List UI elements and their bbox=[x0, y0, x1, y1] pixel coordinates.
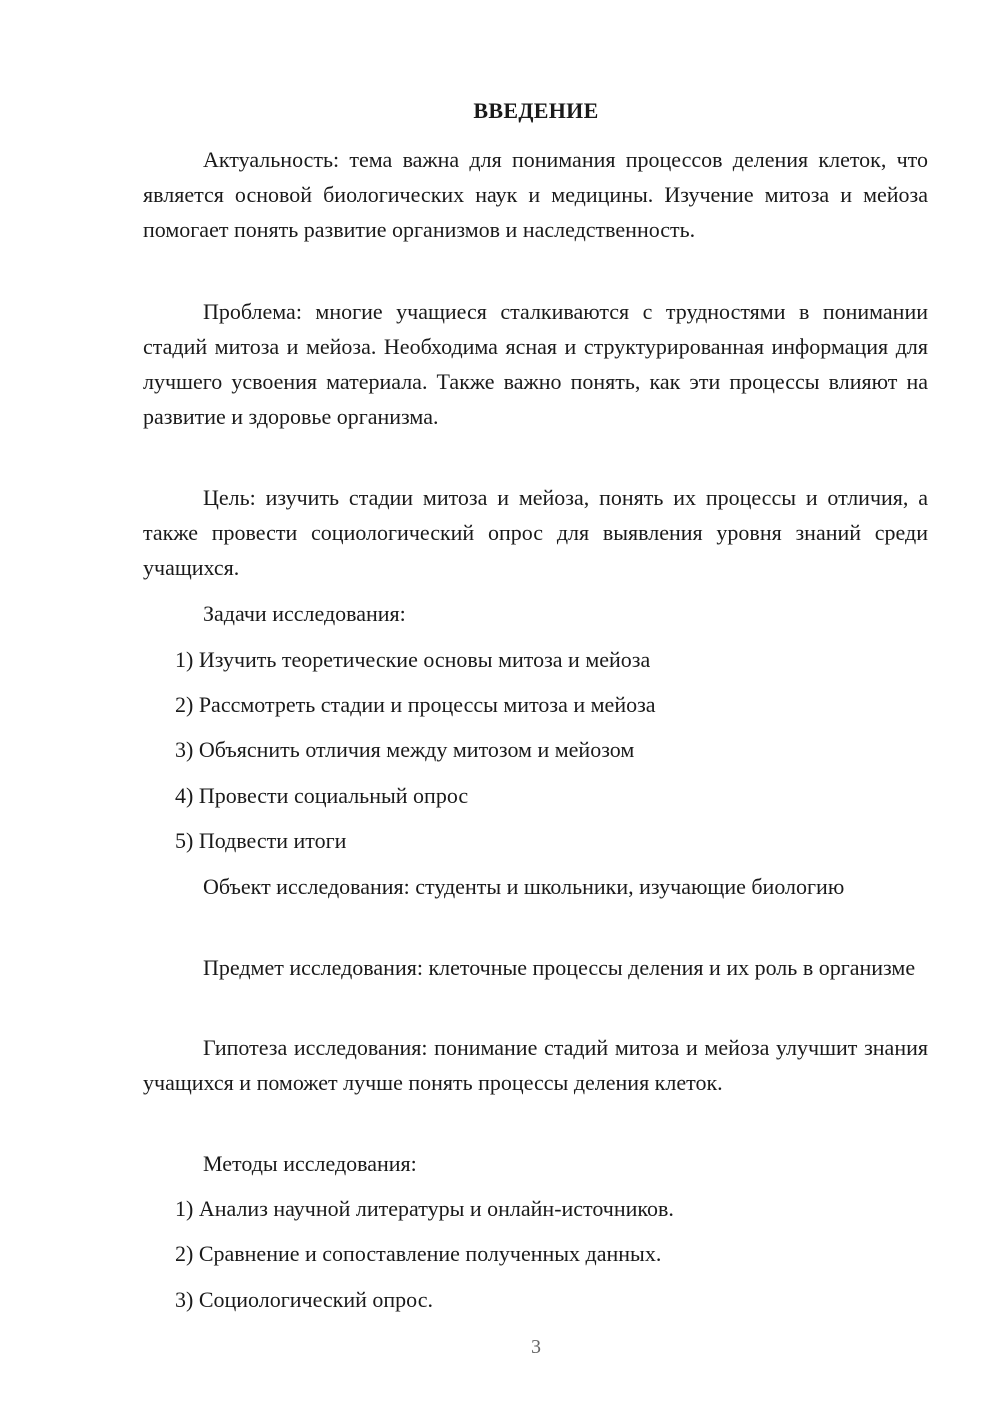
task-item: 1) Изучить теоретические основы митоза и мейоза bbox=[175, 647, 651, 672]
task-item: 5) Подвести итоги bbox=[175, 828, 347, 853]
goal-paragraph: Цель: изучить стадии митоза и мейоза, понять их процессы и отличия, а также провести социологический опрос для выявления уровня знаний среди учащихся. bbox=[143, 485, 928, 580]
task-item: 2) Рассмотреть стадии и процессы митоза и мейоза bbox=[175, 692, 656, 717]
page-title: ВВЕДЕНИЕ bbox=[473, 98, 599, 123]
object-paragraph: Объект исследования: студенты и школьники, изучающие биологию bbox=[203, 874, 845, 899]
methods-heading: Методы исследования: bbox=[203, 1151, 417, 1176]
hypothesis-paragraph: Гипотеза исследования: понимание стадий митоза и мейоза улучшит знания учащихся и поможет лучше понять процессы деления клеток. bbox=[143, 1035, 928, 1095]
task-item: 3) Объяснить отличия между митозом и мейозом bbox=[175, 737, 635, 762]
relevance-paragraph: Актуальность: тема важна для понимания процессов деления клеток, что является основой биологических наук и медицины. Изучение митоза и мейоза помогает понять развитие организмов и наследственность. bbox=[143, 147, 928, 242]
page-number: 3 bbox=[531, 1336, 541, 1358]
tasks-heading: Задачи исследования: bbox=[203, 601, 406, 626]
problem-paragraph: Проблема: многие учащиеся сталкиваются с трудностями в понимании стадий митоза и мейоза. Необходима ясная и структурированная информация для лучшего усвоения материала. Также важно понять, как эти процессы влияют на развитие и здоровье организма. bbox=[143, 299, 928, 429]
task-item: 4) Провести социальный опрос bbox=[175, 783, 469, 808]
subject-paragraph: Предмет исследования: клеточные процессы деления и их роль в организме bbox=[203, 955, 916, 980]
method-item: 2) Сравнение и сопоставление полученных данных. bbox=[175, 1241, 662, 1266]
method-item: 1) Анализ научной литературы и онлайн-источников. bbox=[175, 1196, 674, 1221]
method-item: 3) Социологический опрос. bbox=[175, 1287, 433, 1312]
